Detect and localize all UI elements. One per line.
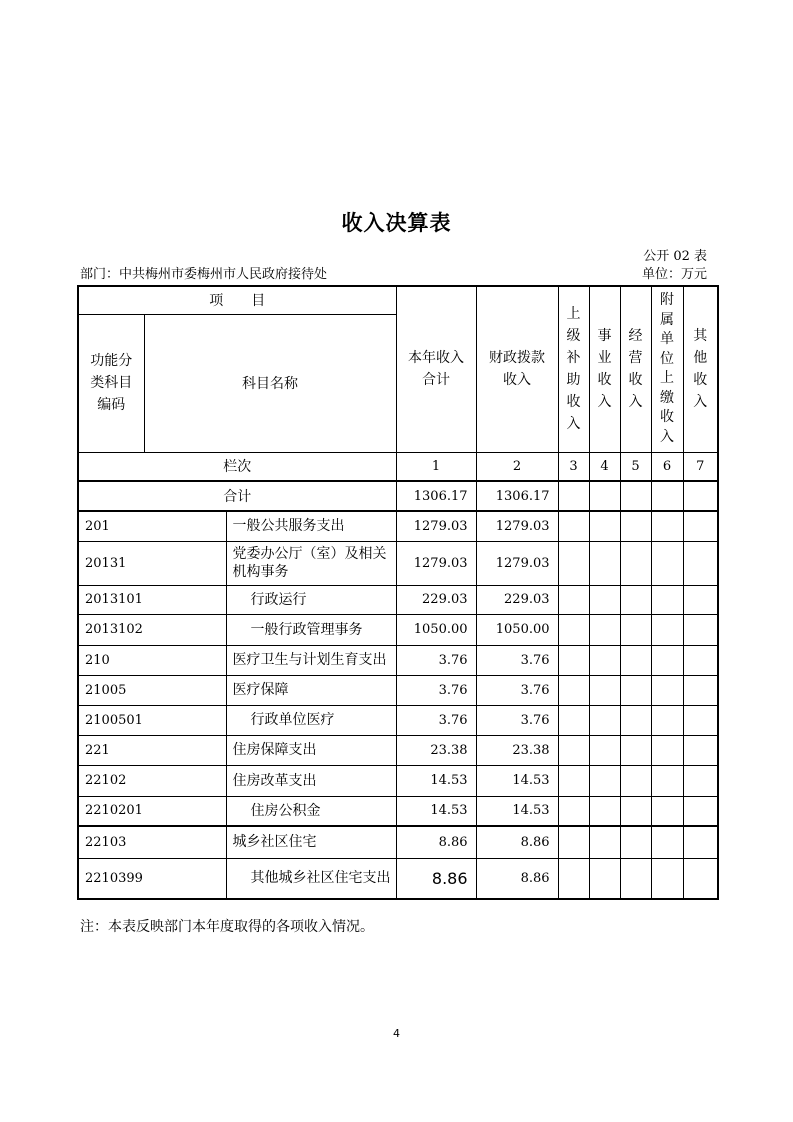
- col-index: 7: [683, 452, 718, 481]
- row-name: 行政运行: [226, 585, 396, 614]
- col-index: 3: [558, 452, 589, 481]
- row-code: 201: [78, 511, 226, 541]
- col-index: 6: [651, 452, 683, 481]
- total-value-1: 1306.17: [396, 481, 476, 511]
- footnote: 注：本表反映部门本年度取得的各项收入情况。: [80, 919, 374, 935]
- row-value-2: 8.86: [476, 826, 558, 858]
- row-value-1: 8.86: [396, 826, 476, 858]
- header-item: 项 目: [78, 286, 396, 314]
- header-col7: 其 他 收 入: [683, 286, 718, 452]
- header-func-code: 功能分 类科目 编码: [78, 314, 144, 452]
- row-value-2: 1279.03: [476, 541, 558, 585]
- header-col5: 经 营 收 入: [620, 286, 651, 452]
- row-name: 一般行政管理事务: [226, 614, 396, 645]
- row-value-2: 229.03: [476, 585, 558, 614]
- header-col3: 上 级 补 助 收 入: [558, 286, 589, 452]
- header-col1: 本年收入 合计: [396, 286, 476, 452]
- header-col6: 附 属 单 位 上 缴 收 入: [651, 286, 683, 452]
- header-col4: 事 业 收 入: [589, 286, 620, 452]
- row-value-2: 1050.00: [476, 614, 558, 645]
- row-value-1: 1279.03: [396, 511, 476, 541]
- row-value-1: 3.76: [396, 705, 476, 735]
- table-row: [78, 735, 718, 765]
- header-lanci: 栏次: [78, 452, 396, 481]
- table-row: [78, 585, 718, 614]
- row-code: 2013101: [78, 585, 226, 614]
- row-name: 住房保障支出: [226, 735, 396, 765]
- row-code: 21005: [78, 675, 226, 705]
- col-index: 1: [396, 452, 476, 481]
- row-value-2: 23.38: [476, 735, 558, 765]
- department-label: 部门：中共梅州市委梅州市人民政府接待处: [80, 267, 328, 282]
- row-value-1: 14.53: [396, 765, 476, 796]
- row-value-2: 14.53: [476, 796, 558, 826]
- row-code: 210: [78, 645, 226, 675]
- total-value-2: 1306.17: [476, 481, 558, 511]
- table-row: [78, 541, 718, 585]
- row-value-1: 1279.03: [396, 541, 476, 585]
- page-title: 收入决算表: [341, 210, 452, 235]
- row-value-1: 1050.00: [396, 614, 476, 645]
- row-value-2: 14.53: [476, 765, 558, 796]
- table-row: [78, 511, 718, 541]
- row-value-2: 3.76: [476, 645, 558, 675]
- table-row: [78, 826, 718, 858]
- table-row: [78, 675, 718, 705]
- col-index: 4: [589, 452, 620, 481]
- row-value-1: 14.53: [396, 796, 476, 826]
- table-row: [78, 705, 718, 735]
- row-name: 住房公积金: [226, 796, 396, 826]
- header-subject-name: 科目名称: [144, 314, 396, 452]
- total-row: [78, 481, 718, 511]
- row-value-2: 8.86: [476, 858, 558, 899]
- total-label: 合计: [78, 481, 396, 511]
- row-code: 2100501: [78, 705, 226, 735]
- row-code: 221: [78, 735, 226, 765]
- row-code: 22103: [78, 826, 226, 858]
- row-code: 2013102: [78, 614, 226, 645]
- row-code: 22102: [78, 765, 226, 796]
- form-number: 公开 02 表: [643, 249, 707, 264]
- row-value-1: 229.03: [396, 585, 476, 614]
- row-value-2: 3.76: [476, 675, 558, 705]
- col-index: 2: [476, 452, 558, 481]
- row-name: 医疗保障: [226, 675, 396, 705]
- row-name: 医疗卫生与计划生育支出: [226, 645, 396, 675]
- table-row: [78, 858, 718, 899]
- table-row: [78, 796, 718, 826]
- row-name: 行政单位医疗: [226, 705, 396, 735]
- row-value-2: 1279.03: [476, 511, 558, 541]
- row-value-2: 3.76: [476, 705, 558, 735]
- header-col2: 财政拨款 收入: [476, 286, 558, 452]
- table-row: [78, 614, 718, 645]
- table-row: [78, 765, 718, 796]
- page-number: 4: [393, 1027, 400, 1040]
- row-code: 2210399: [78, 858, 226, 899]
- row-value-1: 3.76: [396, 645, 476, 675]
- col-index: 5: [620, 452, 651, 481]
- row-value-1: 8.86: [396, 858, 476, 899]
- row-name: 一般公共服务支出: [226, 511, 396, 541]
- row-name: 住房改革支出: [226, 765, 396, 796]
- row-name: 党委办公厅（室）及相关机构事务: [226, 541, 396, 585]
- row-name: 城乡社区住宅: [226, 826, 396, 858]
- row-code: 20131: [78, 541, 226, 585]
- row-value-1: 23.38: [396, 735, 476, 765]
- unit-label: 单位：万元: [641, 267, 707, 282]
- row-code: 2210201: [78, 796, 226, 826]
- income-table: [77, 285, 719, 900]
- table-row: [78, 645, 718, 675]
- row-value-1: 3.76: [396, 675, 476, 705]
- row-name: 其他城乡社区住宅支出: [226, 858, 396, 899]
